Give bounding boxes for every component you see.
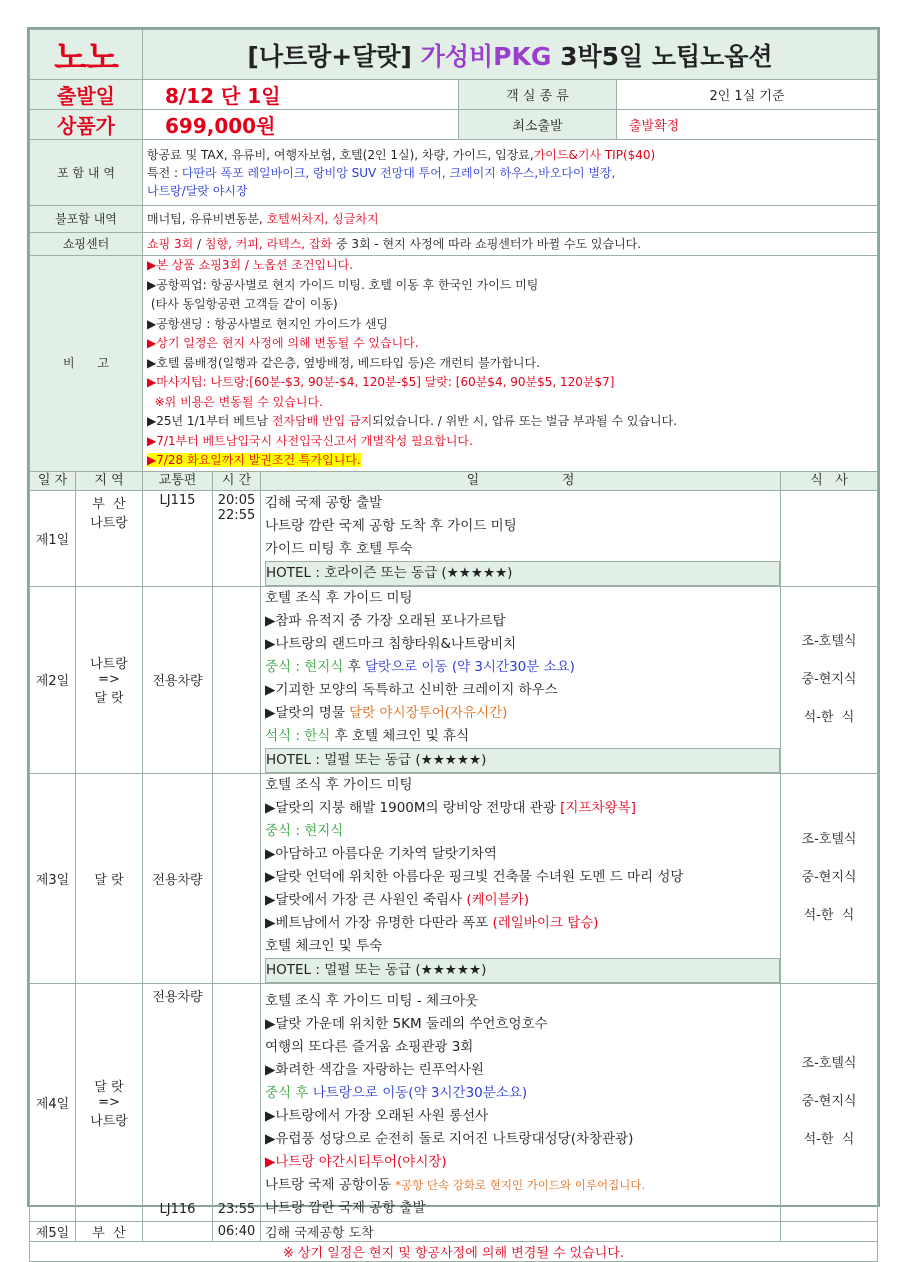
price-label: 상품가: [30, 110, 143, 140]
day-label: 제2일: [30, 586, 76, 773]
day-label: 제3일: [30, 773, 76, 983]
day-itinerary: 호텔 조식 후 가이드 미팅 ▶달랏의 지붕 해발 1900M의 랑비앙 전망대 관광 [지프차왕복] 중식 : 현지식 ▶아담하고 아름다운 기차역 달랏기차역 ▶달랏 언덕에 위치한 아름다운 핑크빛 건축물 수녀원 도멘 드 마리 성당 ▶달랏에서 가장 큰 사원인 죽림사 (케이블카) ▶베트남에서 가장 유명한 다딴라 폭포 (레일바이크 탑승) 호텔 체크인 및 투숙 HOTEL : 멀펄 또는 동급 (★★★★★): [261, 773, 781, 983]
day-transport: 전용차량 LJ116: [143, 983, 213, 1221]
col-itinerary: 일 정: [261, 471, 781, 490]
includes-label: 포 함 내 역: [30, 140, 143, 206]
day-row: [30, 1221, 878, 1241]
excludes-label: 불포함 내역: [30, 206, 143, 233]
terms-table: [29, 139, 878, 472]
day-label: 제1일: [30, 490, 76, 586]
day-region: 나트랑 => 달 랏: [76, 586, 143, 773]
day-region: 달 랏 => 나트랑: [76, 983, 143, 1221]
day-meals: 조-호텔식 중-현지식 석-한 식: [781, 586, 878, 773]
day-itinerary: 김해 국제공항 도착: [261, 1221, 781, 1241]
day-itinerary: 김해 국제 공항 출발 나트랑 깜란 국제 공항 도착 후 가이드 미팅 가이드 미팅 후 호텔 투숙 HOTEL : 호라이즌 또는 동급 (★★★★★): [261, 490, 781, 586]
day-time: [213, 586, 261, 773]
day-meals: [781, 490, 878, 586]
col-day: 일 자: [30, 471, 76, 490]
notes-content: ▶본 상품 쇼핑3회 / 노옵션 조건입니다. ▶공항픽업: 항공사별로 현지 가이드 미팅. 호텔 이동 후 한국인 가이드 미팅 (타사 동일항공편 고객들 같이 이동) ▶공항샌딩 : 항공사별로 현지인 가이드가 샌딩 ▶상기 일정은 현지 사정에 의해 변동될 수 있습니다. ▶호텔 룸배정(일행과 같은층, 옆방배정, 베드타입 등)은 개런티 불가합니다. ▶마사지팁: 나트랑:[60분-$3, 90분-$4, 120분-$5] 달랏: [60분$4, 90분$5, 120분$7] ※위 비용은 변동될 수 있습니다. ▶25년 1/1부터 베트남 전자담배 반입 금지되었습니다. / 위반 시, 압류 또는 벌금 부과될 수 있습니다. ▶7/1부터 베트남입국시 사전입국신고서 개별작성 필요합니다. ▶7/28 화요일까지 발권조건 특가입니다.: [143, 256, 878, 472]
day-time: 06:40: [213, 1221, 261, 1241]
room-type-value: 2인 1실 기준: [617, 80, 878, 110]
col-region: 지 역: [76, 471, 143, 490]
title-table: [29, 29, 878, 80]
col-time: 시 간: [213, 471, 261, 490]
min-departure-value: 출발확정: [617, 110, 878, 140]
shopping-content: 쇼핑 3회 / 침향, 커피, 라텍스, 잡화 중 3회 - 현지 사정에 따라 쇼핑센터가 바뀔 수도 있습니다.: [143, 233, 878, 256]
day-row: [30, 983, 878, 1221]
hotel-info: HOTEL : 멀펄 또는 동급 (★★★★★): [265, 958, 780, 983]
day-meals: 조-호텔식 중-현지식 석-한 식: [781, 983, 878, 1221]
title-destination: [나트랑+달랏]: [247, 41, 412, 71]
hotel-info: HOTEL : 호라이즌 또는 동급 (★★★★★): [265, 561, 780, 586]
col-transport: 교통편: [143, 471, 213, 490]
notes-label: 비 고: [30, 256, 143, 472]
day-label: 제4일: [30, 983, 76, 1221]
price-value: 699,000원: [143, 110, 459, 140]
day-transport: 전용차량: [143, 586, 213, 773]
col-meals: 식 사: [781, 471, 878, 490]
title-package-type: 가성비PKG: [420, 41, 552, 71]
shopping-label: 쇼핑센터: [30, 233, 143, 256]
day-row: [30, 586, 878, 773]
footer-disclaimer: ※ 상기 일정은 현지 및 항공사정에 의해 변경될 수 있습니다.: [30, 1241, 878, 1261]
brand-logo: 노노: [30, 30, 143, 80]
day-meals: 조-호텔식 중-현지식 석-한 식: [781, 773, 878, 983]
title-duration: 3박5일 노팁노옵션: [560, 41, 773, 71]
excludes-content: 매너팁, 유류비변동분, 호텔써차지, 싱글차지: [143, 206, 878, 233]
day-row: [30, 773, 878, 983]
day-time: 23:55: [213, 983, 261, 1221]
day-itinerary: 호텔 조식 후 가이드 미팅 ▶참파 유적지 중 가장 오래된 포나가르탑 ▶나트랑의 랜드마크 침향타워&나트랑비치 중식 : 현지식 후 달랏으로 이동 (약 3시간30분 소요) ▶기괴한 모양의 독특하고 신비한 크레이지 하우스 ▶달랏의 명물 달랏 야시장투어(자유시간) 석식 : 한식 후 호텔 체크인 및 휴식 HOTEL : 멀펄 또는 동급 (★★★★★): [261, 586, 781, 773]
day-region: 부 산 나트랑: [76, 490, 143, 586]
day-itinerary: 호텔 조식 후 가이드 미팅 - 체크아웃 ▶달랏 가운데 위치한 5KM 둘레의 쑤언흐엉호수 여행의 또다른 즐거움 쇼핑관광 3회 ▶화려한 색감을 자랑하는 린푸억사원 중식 후 나트랑으로 이동(약 3시간30분소요) ▶나트랑에서 가장 오래된 사원 롱선사 ▶유럽풍 성당으로 순전히 돌로 지어진 나트랑대성당(차창관광) ▶나트랑 야간시티투어(야시장) 나트랑 국제 공항이동 *공항 단속 강화로 현지인 가이드와 이루어집니다. 나트랑 깜란 국제 공항 출발: [261, 983, 781, 1221]
departure-value: 8/12 단 1일: [143, 80, 459, 110]
schedule-table: [29, 471, 878, 1262]
room-type-label: 객 실 종 류: [459, 80, 617, 110]
day-region: 부 산: [76, 1221, 143, 1241]
includes-content: 항공료 및 TAX, 유류비, 여행자보험, 호텔(2인 1실), 차량, 가이드, 입장료,가이드&기사 TIP($40) 특전 : 다딴라 폭포 레일바이크, 랑비앙 SUV 전망대 투어, 크레이지 하우스,바오다이 별장, 나트랑/달랏 야시장: [143, 140, 878, 206]
day-region: 달 랏: [76, 773, 143, 983]
day-transport: LJ115: [143, 490, 213, 586]
hotel-info: HOTEL : 멀펄 또는 동급 (★★★★★): [265, 748, 780, 773]
info-table: [29, 79, 878, 140]
day-meals: [781, 1221, 878, 1241]
day-transport: [143, 1221, 213, 1241]
itinerary-document: [27, 27, 880, 1261]
day-transport: 전용차량: [143, 773, 213, 983]
departure-label: 출발일: [30, 80, 143, 110]
day-label: 제5일: [30, 1221, 76, 1241]
day-time: [213, 773, 261, 983]
day-row: [30, 490, 878, 586]
min-departure-label: 최소출발: [459, 110, 617, 140]
day-time: 20:05 22:55: [213, 490, 261, 586]
page-title: [143, 30, 878, 80]
